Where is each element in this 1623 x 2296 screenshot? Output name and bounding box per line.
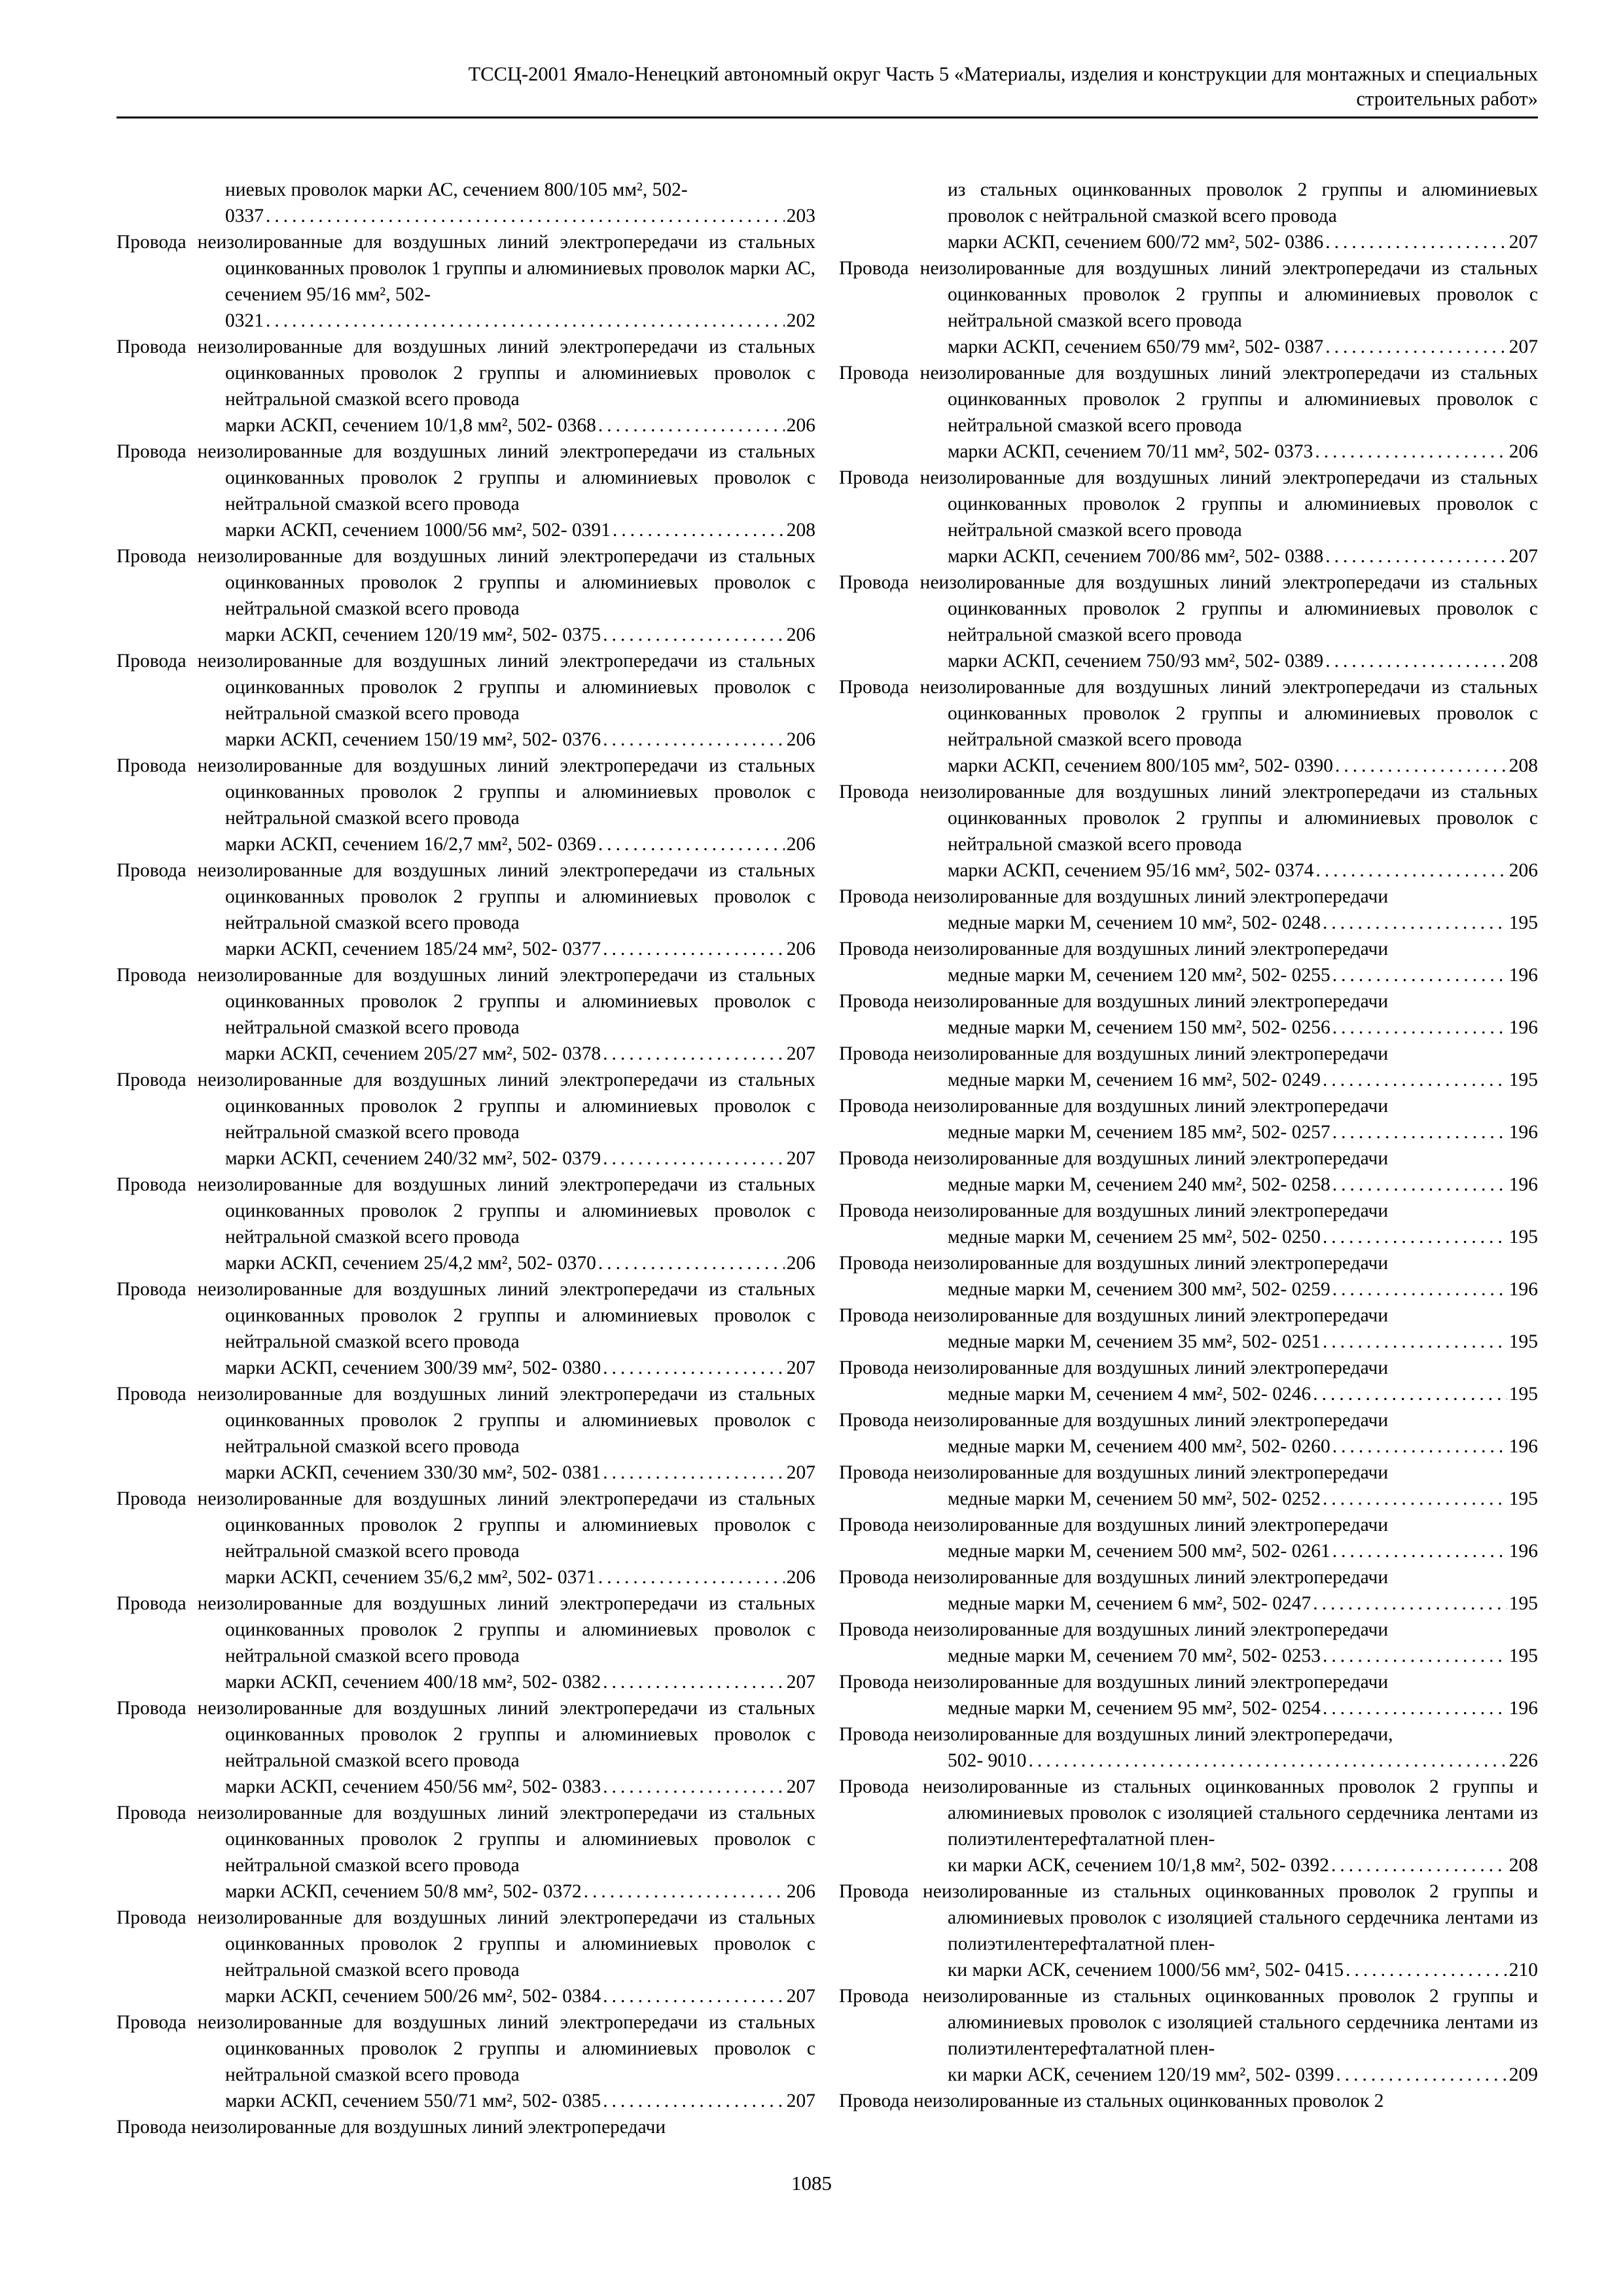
index-entry: [839, 1564, 1538, 1617]
index-entry: [116, 648, 815, 753]
index-entry: [839, 1145, 1538, 1198]
dot-leader: [603, 2088, 785, 2114]
entry-code: марки АСКП, сечением 35/6,2 мм², 502- 0371: [225, 1567, 596, 1588]
entry-code: марки АСКП, сечением 240/32 мм², 502- 0379: [225, 1148, 601, 1169]
entry-text: Провода неизолированные для воздушных линий электропередачи: [839, 1253, 1389, 1274]
index-entry: [839, 465, 1538, 569]
index-entry: [839, 569, 1538, 674]
index-entry: [839, 1355, 1538, 1407]
entry-page-ref: 207: [786, 2090, 815, 2111]
entry-last-line: [225, 412, 815, 439]
entry-last-line: [948, 439, 1538, 465]
entry-last-line: [948, 1695, 1538, 1721]
entry-code: 502- 9010: [948, 1750, 1027, 1771]
entry-page-ref: 196: [1508, 1279, 1538, 1300]
index-entry: [116, 962, 815, 1067]
dot-leader: [603, 1145, 785, 1172]
entry-last-line: [948, 334, 1538, 360]
index-entry: [839, 779, 1538, 884]
entry-text: Провода неизолированные для воздушных линий электропередачи: [839, 1410, 1389, 1431]
header-line-1: ТССЦ-2001 Ямало-Ненецкий автономный округ Часть 5 «Материалы, изделия и конструкции для монтажных и специальных: [468, 63, 1538, 85]
index-entry: [116, 177, 815, 229]
page-number: 1085: [791, 2172, 832, 2195]
entry-page-ref: 206: [1508, 860, 1538, 881]
index-entry: [116, 1172, 815, 1276]
entry-last-line: [225, 1041, 815, 1067]
entry-text: Провода неизолированные для воздушных линий электропередачи из стальных оцинкованных проволок 2 группы и алюминиевых проволок с нейтральной смазкой всего провода: [116, 1069, 815, 1143]
entry-code: марки АСКП, сечением 50/8 мм², 502- 0372: [225, 1881, 582, 1902]
dot-leader: [603, 726, 785, 753]
index-entry: [839, 1407, 1538, 1460]
entry-text: Провода неизолированные для воздушных линий электропередачи из стальных оцинкованных проволок 2 группы и алюминиевых проволок с нейтральной смазкой всего провода: [116, 336, 815, 410]
dot-leader: [603, 1774, 785, 1800]
entry-text: Провода неизолированные для воздушных линий электропередачи из стальных оцинкованных проволок 1 группы и алюминиевых проволок марки АС, сечением 95/16 мм², 502-: [116, 232, 815, 305]
entry-text: Провода неизолированные из стальных оцинкованных проволок 2 группы и алюминиевых проволок с изоляцией стального сердечника лентами из полиэтилентерефталатной плен-: [839, 1881, 1538, 1954]
entry-page-ref: 208: [1508, 1855, 1538, 1876]
dot-leader: [603, 1669, 785, 1695]
entry-code: марки АСКП, сечением 330/30 мм², 502- 0381: [225, 1462, 601, 1483]
entry-page-ref: 226: [1508, 1750, 1538, 1771]
dot-leader: [603, 1460, 785, 1486]
entry-last-line: [225, 1564, 815, 1590]
dot-leader: [598, 831, 785, 857]
index-entry: [839, 1878, 1538, 1983]
index-entry: [116, 2114, 815, 2140]
entry-text: Провода неизолированные для воздушных линий электропередачи из стальных оцинкованных проволок 2 группы и алюминиевых проволок с нейтральной смазкой всего провода: [116, 860, 815, 933]
entry-last-line: [225, 726, 815, 753]
index-entry: [116, 1276, 815, 1381]
entry-last-line: [948, 229, 1538, 255]
entry-code: 0337: [225, 206, 264, 226]
index-entry: [839, 1198, 1538, 1250]
entry-page-ref: 207: [1508, 336, 1538, 357]
entry-page-ref: 210: [1508, 1960, 1538, 1981]
index-entry: [116, 229, 815, 334]
index-entry: [839, 988, 1538, 1041]
entry-last-line: [948, 2062, 1538, 2088]
entry-page-ref: 208: [1508, 755, 1538, 776]
entry-text: Провода неизолированные для воздушных линий электропередачи из стальных оцинкованных проволок 2 группы и алюминиевых проволок с нейтральной смазкой всего провода: [116, 1907, 815, 1981]
entry-code: марки АСКП, сечением 450/56 мм², 502- 0383: [225, 1776, 601, 1797]
dot-leader: [603, 1355, 785, 1381]
entry-code: марки АСКП, сечением 10/1,8 мм², 502- 0368: [225, 415, 596, 436]
dot-leader: [1325, 648, 1507, 674]
entry-last-line: [948, 1538, 1538, 1564]
dot-leader: [1028, 1748, 1507, 1774]
entry-last-line: [948, 1329, 1538, 1355]
entry-last-line: [948, 1957, 1538, 1983]
entry-last-line: [948, 1014, 1538, 1041]
entry-text: Провода неизолированные для воздушных линий электропередачи: [839, 1305, 1389, 1326]
entry-last-line: [948, 1381, 1538, 1407]
entry-page-ref: 206: [786, 1567, 815, 1588]
index-entry: [839, 177, 1538, 255]
index-entry: [839, 1774, 1538, 1878]
index-entry: [116, 1800, 815, 1905]
dot-leader: [1323, 910, 1507, 936]
entry-code: медные марки М, сечением 25 мм², 502- 0250: [948, 1227, 1321, 1247]
entry-last-line: [225, 936, 815, 962]
entry-last-line: [948, 1172, 1538, 1198]
entry-last-line: [948, 753, 1538, 779]
entry-last-line: [225, 1145, 815, 1172]
dot-leader: [1323, 1224, 1507, 1250]
entry-last-line: [225, 517, 815, 543]
entry-page-ref: 196: [1508, 1698, 1538, 1719]
entry-page-ref: 195: [1508, 1227, 1538, 1247]
index-entry: [116, 1695, 815, 1800]
entry-last-line: [948, 962, 1538, 988]
entry-page-ref: 206: [786, 415, 815, 436]
entry-code: медные марки М, сечением 35 мм², 502- 0251: [948, 1331, 1321, 1352]
entry-last-line: [225, 203, 815, 229]
entry-last-line: [225, 2088, 815, 2114]
entry-text: Провода неизолированные из стальных оцинкованных проволок 2 группы и алюминиевых проволок с изоляцией стального сердечника лентами из полиэтилентерефталатной плен-: [839, 1776, 1538, 1850]
index-entry: [116, 1590, 815, 1695]
entry-last-line: [948, 1119, 1538, 1145]
header-rule: [116, 117, 1538, 118]
entry-code: медные марки М, сечением 16 мм², 502- 0249: [948, 1069, 1321, 1090]
entry-text: Провода неизолированные для воздушных линий электропередачи из стальных оцинкованных проволок 2 группы и алюминиевых проволок с нейтральной смазкой всего провода: [116, 1593, 815, 1666]
entry-last-line: [948, 1852, 1538, 1878]
index-entry: [839, 2088, 1538, 2114]
entry-last-line: [225, 1774, 815, 1800]
entry-code: ки марки АСК, сечением 10/1,8 мм², 502- 0392: [948, 1855, 1330, 1876]
dot-leader: [1323, 1329, 1507, 1355]
dot-leader: [603, 1041, 785, 1067]
entry-text: Провода неизолированные для воздушных линий электропередачи из стальных оцинкованных проволок 2 группы и алюминиевых проволок с нейтральной смазкой всего провода: [839, 677, 1538, 750]
entry-code: марки АСКП, сечением 150/19 мм², 502- 0376: [225, 729, 601, 750]
header-line-2: строительных работ»: [1356, 88, 1538, 110]
entry-text: Провода неизолированные для воздушных линий электропередачи из стальных оцинкованных проволок 2 группы и алюминиевых проволок с нейтральной смазкой всего провода: [839, 258, 1538, 331]
entry-page-ref: 207: [786, 1043, 815, 1064]
entry-last-line: [225, 1355, 815, 1381]
entry-page-ref: 207: [786, 1462, 815, 1483]
entry-text: Провода неизолированные для воздушных линий электропередачи из стальных оцинкованных проволок 2 группы и алюминиевых проволок с нейтральной смазкой всего провода: [116, 1803, 815, 1876]
index-entry: [116, 439, 815, 543]
entry-code: медные марки М, сечением 50 мм², 502- 0252: [948, 1488, 1321, 1509]
entry-last-line: [225, 1250, 815, 1276]
entry-last-line: [225, 1460, 815, 1486]
entry-page-ref: 207: [786, 1672, 815, 1693]
dot-leader: [1332, 1172, 1507, 1198]
dot-leader: [1332, 1276, 1507, 1302]
entry-page-ref: 206: [786, 1881, 815, 1902]
entry-text: Провода неизолированные для воздушных линий электропередачи из стальных оцинкованных проволок 2 группы и алюминиевых проволок с нейтральной смазкой всего провода: [116, 1279, 815, 1352]
entry-code: марки АСКП, сечением 750/93 мм², 502- 0389: [948, 651, 1324, 672]
entry-page-ref: 195: [1508, 1384, 1538, 1405]
entry-text: Провода неизолированные для воздушных линий электропередачи: [839, 1462, 1389, 1483]
entry-text: Провода неизолированные для воздушных линий электропередачи: [839, 1200, 1389, 1221]
entry-page-ref: 206: [1508, 441, 1538, 462]
entry-code: медные марки М, сечением 70 мм², 502- 0253: [948, 1645, 1321, 1666]
entry-text: Провода неизолированные для воздушных линий электропередачи из стальных оцинкованных проволок 2 группы и алюминиевых проволок с нейтральной смазкой всего провода: [839, 572, 1538, 645]
entry-text: Провода неизолированные для воздушных линий электропередачи из стальных оцинкованных проволок 2 группы и алюминиевых проволок с нейтральной смазкой всего провода: [116, 546, 815, 619]
dot-leader: [598, 1564, 785, 1590]
index-entry: [839, 1721, 1538, 1774]
entry-last-line: [948, 543, 1538, 569]
index-entry: [839, 1983, 1538, 2088]
entry-continuation: ниевых проволок марки АС, сечением 800/105 мм², 502-: [225, 179, 688, 200]
entry-last-line: [225, 1983, 815, 2009]
entry-page-ref: 195: [1508, 1645, 1538, 1666]
dot-leader: [1323, 1067, 1507, 1093]
dot-leader: [1313, 1381, 1507, 1407]
entry-page-ref: 206: [786, 1253, 815, 1274]
entry-last-line: [948, 1433, 1538, 1460]
entry-text: Провода неизолированные для воздушных линий электропередачи: [839, 1096, 1389, 1117]
entry-text: Провода неизолированные для воздушных линий электропередачи: [839, 991, 1389, 1012]
dot-leader: [1313, 1590, 1507, 1617]
dot-leader: [598, 412, 785, 439]
entry-code: медные марки М, сечением 185 мм², 502- 0257: [948, 1122, 1330, 1143]
dot-leader: [603, 1983, 785, 2009]
entry-text: Провода неизолированные из стальных оцинкованных проволок 2 группы и алюминиевых проволок с изоляцией стального сердечника лентами из полиэтилентерефталатной плен-: [839, 1986, 1538, 2059]
entry-page-ref: 206: [786, 939, 815, 960]
entry-code: марки АСКП, сечением 800/105 мм², 502- 0390: [948, 755, 1333, 776]
entry-last-line: [225, 1669, 815, 1695]
entry-code: ки марки АСК, сечением 1000/56 мм², 502- 0415: [948, 1960, 1344, 1981]
entry-last-line: [948, 1643, 1538, 1669]
entry-code: медные марки М, сечением 300 мм², 502- 0259: [948, 1279, 1330, 1300]
entry-page-ref: 207: [786, 1357, 815, 1378]
index-entry: [839, 1460, 1538, 1512]
dot-leader: [1346, 1957, 1507, 1983]
entry-code: медные марки М, сечением 95 мм², 502- 0254: [948, 1698, 1321, 1719]
dot-leader: [266, 203, 785, 229]
entry-text: Провода неизолированные для воздушных линий электропередачи: [839, 1043, 1389, 1064]
entry-last-line: [948, 1067, 1538, 1093]
dot-leader: [1332, 1014, 1507, 1041]
entry-last-line: [948, 857, 1538, 884]
entry-text: Провода неизолированные для воздушных линий электропередачи: [839, 1357, 1389, 1378]
dot-leader: [584, 1878, 785, 1905]
entry-code: медные марки М, сечением 400 мм², 502- 0260: [948, 1436, 1330, 1457]
index-entry: [116, 1067, 815, 1172]
entry-text: Провода неизолированные для воздушных линий электропередачи из стальных оцинкованных проволок 2 группы и алюминиевых проволок с нейтральной смазкой всего провода: [116, 1698, 815, 1771]
entry-page-ref: 195: [1508, 912, 1538, 933]
entry-last-line: [225, 831, 815, 857]
entry-last-line: [948, 1748, 1538, 1774]
entry-code: марки АСКП, сечением 400/18 мм², 502- 0382: [225, 1672, 601, 1693]
entry-text: Провода неизолированные для воздушных линий электропередачи из стальных оцинкованных проволок 2 группы и алюминиевых проволок с нейтральной смазкой всего провода: [116, 441, 815, 514]
dot-leader: [1325, 229, 1507, 255]
entry-page-ref: 202: [786, 310, 815, 331]
entry-text: Провода неизолированные для воздушных линий электропередачи из стальных оцинкованных проволок 2 группы и алюминиевых проволок с нейтральной смазкой всего провода: [839, 781, 1538, 855]
index-entry: [116, 753, 815, 857]
entry-text: Провода неизолированные для воздушных линий электропередачи из стальных оцинкованных проволок 2 группы и алюминиевых проволок с нейтральной смазкой всего провода: [116, 2012, 815, 2085]
entry-text: Провода неизолированные для воздушных линий электропередачи: [116, 2117, 666, 2138]
entry-text: Провода неизолированные для воздушных линий электропередачи: [839, 1672, 1389, 1693]
entry-page-ref: 206: [786, 624, 815, 645]
entry-page-ref: 196: [1508, 965, 1538, 986]
index-entry: [116, 543, 815, 648]
entry-code: марки АСКП, сечением 1000/56 мм², 502- 0391: [225, 520, 611, 541]
entry-page-ref: 207: [1508, 546, 1538, 567]
entry-page-ref: 196: [1508, 1174, 1538, 1195]
entry-page-ref: 195: [1508, 1331, 1538, 1352]
dot-leader: [1325, 543, 1507, 569]
index-entry: [116, 1381, 815, 1486]
entry-text: Провода неизолированные для воздушных линий электропередачи: [839, 1619, 1389, 1640]
entry-code: 0321: [225, 310, 264, 331]
dot-leader: [1325, 334, 1507, 360]
index-entry: [839, 255, 1538, 360]
entry-code: марки АСКП, сечением 550/71 мм², 502- 0385: [225, 2090, 601, 2111]
dot-leader: [1335, 753, 1507, 779]
entry-page-ref: 207: [786, 1776, 815, 1797]
entry-page-ref: 209: [1508, 2064, 1538, 2085]
entry-last-line: [948, 1486, 1538, 1512]
index-entry: [116, 334, 815, 439]
entry-page-ref: 196: [1508, 1017, 1538, 1038]
entry-code: марки АСКП, сечением 205/27 мм², 502- 0378: [225, 1043, 601, 1064]
dot-leader: [1331, 1852, 1507, 1878]
entry-code: медные марки М, сечением 500 мм², 502- 0261: [948, 1541, 1330, 1562]
entry-page-ref: 195: [1508, 1069, 1538, 1090]
entry-last-line: [948, 1590, 1538, 1617]
index-entry: [116, 1486, 815, 1590]
entry-code: медные марки М, сечением 240 мм², 502- 0258: [948, 1174, 1330, 1195]
dot-leader: [1315, 857, 1507, 884]
dot-leader: [1323, 1695, 1507, 1721]
entry-text: Провода неизолированные для воздушных линий электропередачи из стальных оцинкованных проволок 2 группы и алюминиевых проволок с нейтральной смазкой всего провода: [116, 1488, 815, 1562]
entry-text: Провода неизолированные для воздушных линий электропередачи: [839, 1567, 1389, 1588]
dot-leader: [1332, 962, 1507, 988]
dot-leader: [603, 622, 785, 648]
entry-code: медные марки М, сечением 120 мм², 502- 0255: [948, 965, 1330, 986]
entry-text: Провода неизолированные для воздушных линий электропередачи: [839, 1148, 1389, 1169]
entry-text: Провода неизолированные для воздушных линий электропередачи из стальных оцинкованных проволок 2 группы и алюминиевых проволок с нейтральной смазкой всего провода: [116, 1384, 815, 1457]
dot-leader: [613, 517, 785, 543]
entry-code: марки АСКП, сечением 70/11 мм², 502- 0373: [948, 441, 1313, 462]
entry-code: медные марки М, сечением 6 мм², 502- 0247: [948, 1593, 1311, 1614]
index-entry: [116, 857, 815, 962]
dot-leader: [1332, 1119, 1507, 1145]
index-entry: [839, 1302, 1538, 1355]
entry-page-ref: 195: [1508, 1593, 1538, 1614]
index-entry: [839, 360, 1538, 465]
entry-last-line: [225, 1878, 815, 1905]
index-column-right: [839, 177, 1538, 2114]
entry-text: Провода неизолированные для воздушных линий электропередачи из стальных оцинкованных проволок 2 группы и алюминиевых проволок с нейтральной смазкой всего провода: [116, 651, 815, 724]
entry-code: марки АСКП, сечением 25/4,2 мм², 502- 0370: [225, 1253, 596, 1274]
entry-text: Провода неизолированные для воздушных линий электропередачи из стальных оцинкованных проволок 2 группы и алюминиевых проволок с нейтральной смазкой всего провода: [116, 755, 815, 829]
entry-text: Провода неизолированные из стальных оцинкованных проволок 2: [839, 2090, 1384, 2111]
entry-code: марки АСКП, сечением 16/2,7 мм², 502- 0369: [225, 834, 596, 855]
dot-leader: [1336, 2062, 1507, 2088]
entry-page-ref: 196: [1508, 1122, 1538, 1143]
dot-leader: [1332, 1538, 1507, 1564]
entry-last-line: [225, 622, 815, 648]
dot-leader: [1332, 1433, 1507, 1460]
running-header: [116, 62, 1538, 111]
entry-text: Провода неизолированные для воздушных линий электропередачи из стальных оцинкованных проволок 2 группы и алюминиевых проволок с нейтральной смазкой всего провода: [839, 467, 1538, 541]
entry-code: марки АСКП, сечением 500/26 мм², 502- 0384: [225, 1986, 601, 2007]
index-entry: [839, 1041, 1538, 1093]
entry-text: Провода неизолированные для воздушных линий электропередачи: [839, 1515, 1389, 1535]
entry-code: марки АСКП, сечением 650/79 мм², 502- 0387: [948, 336, 1324, 357]
index-column-left: [116, 177, 815, 2140]
entry-code: марки АСКП, сечением 300/39 мм², 502- 0380: [225, 1357, 601, 1378]
index-entry: [116, 2009, 815, 2114]
entry-code: медные марки М, сечением 10 мм², 502- 0248: [948, 912, 1321, 933]
entry-continuation: из стальных оцинкованных проволок 2 группы и алюминиевых проволок с нейтральной смазкой всего провода: [948, 179, 1538, 226]
entry-page-ref: 207: [1508, 232, 1538, 253]
entry-page-ref: 208: [786, 520, 815, 541]
entry-code: марки АСКП, сечением 95/16 мм², 502- 0374: [948, 860, 1314, 881]
entry-text: Провода неизолированные для воздушных линий электропередачи из стальных оцинкованных проволок 2 группы и алюминиевых проволок с нейтральной смазкой всего провода: [839, 363, 1538, 436]
entry-last-line: [948, 648, 1538, 674]
dot-leader: [598, 1250, 785, 1276]
entry-text: Провода неизолированные для воздушных линий электропередачи: [839, 886, 1389, 907]
index-entry: [116, 1905, 815, 2009]
entry-page-ref: 203: [786, 206, 815, 226]
entry-last-line: [948, 1276, 1538, 1302]
entry-code: медные марки М, сечением 4 мм², 502- 0246: [948, 1384, 1311, 1405]
entry-code: марки АСКП, сечением 120/19 мм², 502- 0375: [225, 624, 601, 645]
entry-code: медные марки М, сечением 150 мм², 502- 0256: [948, 1017, 1330, 1038]
index-entry: [839, 936, 1538, 988]
entry-code: ки марки АСК, сечением 120/19 мм², 502- 0399: [948, 2064, 1334, 2085]
index-entry: [839, 1512, 1538, 1564]
dot-leader: [1323, 1486, 1507, 1512]
dot-leader: [1315, 439, 1507, 465]
index-entry: [839, 1669, 1538, 1721]
entry-code: марки АСКП, сечением 185/24 мм², 502- 0377: [225, 939, 601, 960]
entry-page-ref: 196: [1508, 1541, 1538, 1562]
index-entry: [839, 1093, 1538, 1145]
index-entry: [839, 1250, 1538, 1302]
entry-last-line: [225, 308, 815, 334]
dot-leader: [1323, 1643, 1507, 1669]
entry-page-ref: 206: [786, 729, 815, 750]
entry-page-ref: 207: [786, 1148, 815, 1169]
entry-code: марки АСКП, сечением 600/72 мм², 502- 0386: [948, 232, 1324, 253]
entry-page-ref: 195: [1508, 1488, 1538, 1509]
entry-last-line: [948, 1224, 1538, 1250]
entry-text: Провода неизолированные для воздушных линий электропередачи из стальных оцинкованных проволок 2 группы и алюминиевых проволок с нейтральной смазкой всего провода: [116, 965, 815, 1038]
index-entry: [839, 884, 1538, 936]
entry-last-line: [948, 910, 1538, 936]
entry-page-ref: 206: [786, 834, 815, 855]
entry-text: Провода неизолированные для воздушных линий электропередачи,: [839, 1724, 1393, 1745]
entry-text: Провода неизолированные для воздушных линий электропередачи из стальных оцинкованных проволок 2 группы и алюминиевых проволок с нейтральной смазкой всего провода: [116, 1174, 815, 1247]
entry-page-ref: 207: [786, 1986, 815, 2007]
entry-page-ref: 196: [1508, 1436, 1538, 1457]
dot-leader: [266, 308, 785, 334]
entry-text: Провода неизолированные для воздушных линий электропередачи: [839, 939, 1389, 960]
entry-code: марки АСКП, сечением 700/86 мм², 502- 0388: [948, 546, 1324, 567]
index-entry: [839, 674, 1538, 779]
entry-page-ref: 208: [1508, 651, 1538, 672]
dot-leader: [603, 936, 785, 962]
index-entry: [839, 1617, 1538, 1669]
